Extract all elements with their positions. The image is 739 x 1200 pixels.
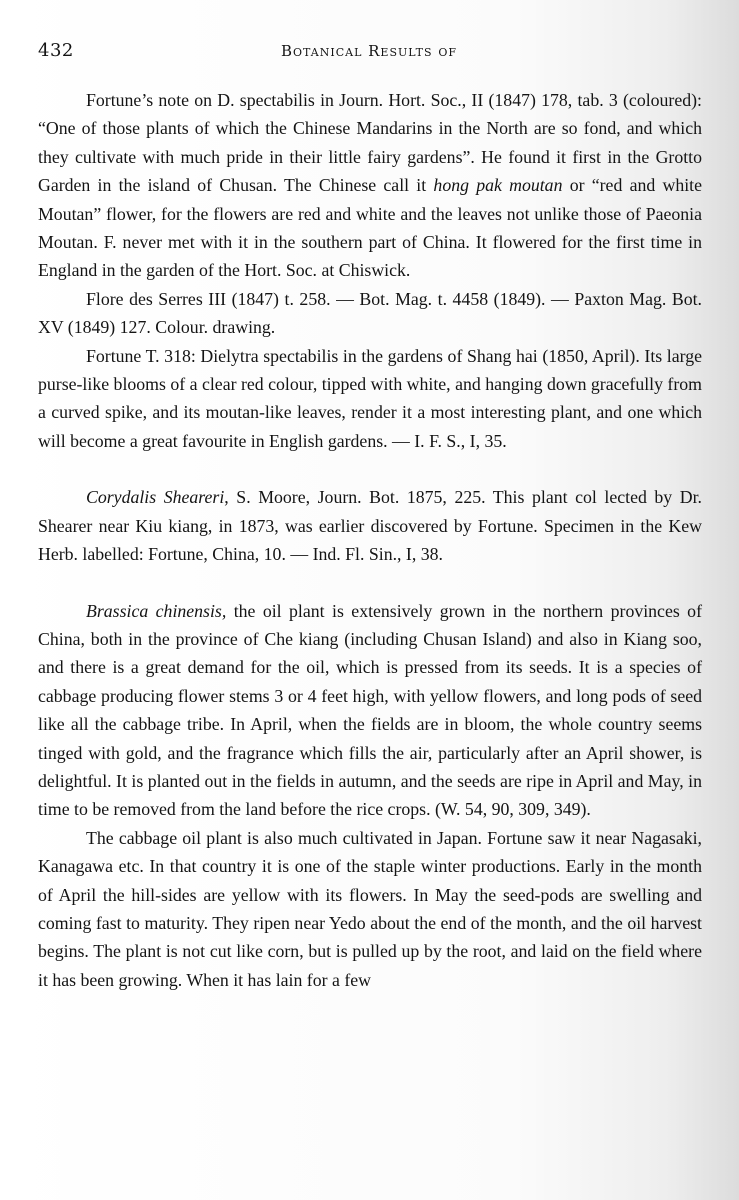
paragraph-brassica-chinensis <box>38 597 702 824</box>
paragraph-corydalis-sheareri <box>38 483 702 568</box>
paragraph-fortune-note <box>38 86 702 285</box>
text-run: Flore des Serres III (1847) t. 258. — Bot. Mag. t. 4458 (1849). — Paxton Mag. Bot. XV (1849) 127. Colour. drawing. <box>38 288 702 338</box>
text-run: or “red and white Moutan” flower, for the flowers are red and white and the leaves not unlike those of Paeonia Moutan. F. never met with it in the southern part of China. It flowered for the first time in England in the garden of the Hort. Soc. at Chiswick. <box>38 175 702 281</box>
italic-text: hong pak moutan <box>433 175 563 196</box>
paragraph-cabbage-oil-japan <box>38 824 702 994</box>
page-number: 432 <box>38 40 74 61</box>
text-run: The cabbage oil plant is also much cultivated in Japan. Fortune saw it near Nagasaki, Kanagawa etc. In that country it is one of the staple winter productions. Early in the month of April the hill-sides are yellow with its flowers. In May the seed-pods are swelling and coming fast to maturity. They ripen near Yedo about the end of the month, and the oil harvest begins. The plant is not cut like corn, but is pulled up by the root, and laid on the field where it has been growing. When it has lain for a few <box>38 827 702 990</box>
text-run: the oil plant is extensively grown in the northern provinces of China, both in the province of Che kiang (including Chusan Island) and also in Kiang soo, and there is a great demand for the oil, which is pressed from its seeds. It is a species of cabbage producing flower stems 3 or 4 feet high, with yellow flowers, and long pods of seed like all the cabbage tribe. In April, when the fields are in bloom, the whole country seems tinged with gold, and the fragrance which fills the air, particularly after an April shower, is delightful. It is planted out in the fields in autumn, and the seeds are ripe in April and May, in time to be removed from the land before the rice crops. (W. 54, 90, 309, 349). <box>38 600 702 820</box>
page-header <box>38 40 700 66</box>
text-run: , S. Moore, Journ. Bot. 1875, 225. This plant col lected by Dr. Shearer near Kiu kiang, in 1873, was earlier discovered by Fortune. Specimen in the Kew Herb. labelled: Fortune, China, 10. — Ind. Fl. Sin., I, 38. <box>38 487 702 565</box>
paragraph-flore-des-serres <box>38 285 702 342</box>
running-head: Botanical Results of <box>281 42 457 60</box>
body-text <box>38 86 702 994</box>
italic-text: Brassica chinensis, <box>86 600 227 621</box>
italic-text: Corydalis Sheareri <box>86 487 225 508</box>
paragraph-fortune-t-318 <box>38 342 702 456</box>
text-run: Fortune’s note on D. spectabilis in Journ. Hort. Soc., II (1847) 178, tab. 3 (coloured): “One of those plants of which the Chinese Mandarins in the North are so fond, and which they cultivate with much pride in their little fairy gardens”. He found it first in the Grotto Garden in the island of Chusan. The Chinese call it <box>38 90 702 196</box>
text-run: Fortune T. 318: Dielytra spectabilis in the gardens of Shang hai (1850, April). Its large purse-like blooms of a clear red colour, tipped with white, and hanging down gracefully from a curved spike, and its moutan-like leaves, render it a most interesting plant, and one which will become a great favourite in English gardens. — I. F. S., I, 35. <box>38 345 702 451</box>
